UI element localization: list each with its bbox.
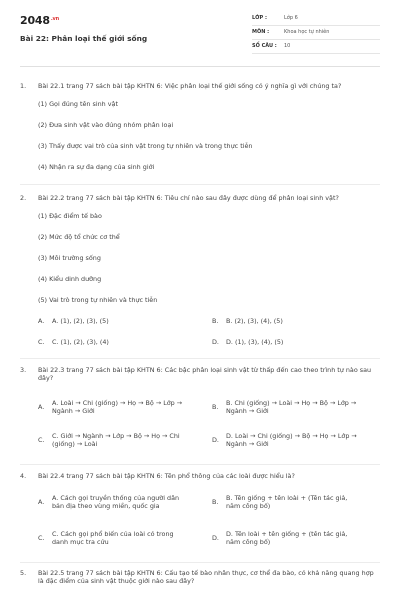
question-text: Bài 22.4 trang 77 sách bài tập KHTN 6: Tên phổ thông của các loài được hiểu là? — [38, 472, 295, 480]
question-text: Bài 22.5 trang 77 sách bài tập KHTN 6: Cấu tạo tế bào nhân thực, cơ thể đa bào, có khả năng quang hợp là đặc điểm của sinh vật thuộc giới nào sau đây? — [38, 569, 374, 585]
question-number: 3. — [20, 366, 27, 374]
answer-option-b[interactable]: B. B. Tên giống + tên loài + (Tên tác giả, năm công bố) — [212, 494, 348, 510]
question-2 — [20, 194, 380, 346]
answer-option-d[interactable]: D. D. (1), (3), (4), (5) — [212, 338, 284, 346]
statement-item: (1) Gọi đúng tên sinh vật — [38, 100, 118, 108]
question-number: 4. — [20, 472, 27, 480]
answer-option-d[interactable]: D. D. Loài → Chi (giống) → Bộ → Họ → Lớp → Ngành → Giới — [212, 432, 357, 448]
answer-option-b[interactable]: B. B. Chi (giống) → Loài → Họ → Bộ → Lớp → Ngành → Giới — [212, 399, 357, 415]
meta-key: LỚP : — [252, 15, 267, 22]
question-number: 1. — [20, 82, 27, 90]
meta-value: Khoa học tự nhiên — [284, 29, 330, 36]
logo-domain: .vn — [50, 16, 59, 22]
statement-item: (1) Đặc điểm tế bào — [38, 212, 102, 220]
answer-option-d[interactable]: D. D. Tên loài + tên giống + (tên tác giả, năm công bố) — [212, 530, 348, 546]
question-text: Bài 22.2 trang 77 sách bài tập KHTN 6: Tiêu chí nào sau đây được dùng để phân loại sinh vật? — [38, 194, 339, 202]
answer-option-b[interactable]: B. B. (2), (3), (4), (5) — [212, 317, 283, 325]
question-separator — [20, 358, 380, 359]
header-divider — [20, 66, 380, 67]
statement-item: (2) Mức độ tổ chức cơ thể — [38, 233, 120, 241]
question-1 — [20, 82, 380, 171]
lesson-title: Bài 22: Phân loại thế giới sống — [20, 34, 148, 43]
question-4 — [20, 472, 380, 546]
question-separator — [20, 562, 380, 563]
meta-value: 10 — [284, 43, 291, 50]
question-5 — [20, 569, 380, 585]
meta-value: Lớp 6 — [284, 15, 298, 22]
meta-key: MÔN : — [252, 29, 270, 36]
answer-option-c[interactable]: C. C. Cách gọi phổ biến của loài có trong danh mục tra cứu — [38, 530, 174, 546]
answer-option-a[interactable]: A. A. Cách gọi truyền thống của người dân bản địa theo vùng miền, quốc gia — [38, 494, 180, 510]
question-3 — [20, 366, 380, 448]
question-separator — [20, 184, 380, 185]
question-separator — [20, 464, 380, 465]
answer-option-a[interactable]: A. A. (1), (2), (3), (5) — [38, 317, 109, 325]
question-text: Bài 22.3 trang 77 sách bài tập KHTN 6: Các bậc phân loại sinh vật từ thấp đến cao theo trình tự nào sau đây? — [38, 366, 372, 382]
answer-option-c[interactable]: C. C. (1), (2), (3), (4) — [38, 338, 109, 346]
answer-option-a[interactable]: A. A. Loài → Chi (giống) → Họ → Bộ → Lớp → Ngành → Giới — [38, 399, 183, 415]
meta-key: SỐ CÂU : — [252, 43, 277, 50]
statement-item: (3) Thấy được vai trò của sinh vật trong tự nhiên và trong thực tiễn — [38, 142, 253, 150]
statement-item: (3) Môi trường sống — [38, 254, 101, 262]
worksheet-header — [0, 0, 400, 70]
meta-row-count — [252, 40, 380, 54]
site-logo[interactable]: $2048^{.vn}$ — [20, 14, 59, 27]
meta-row-subject — [252, 26, 380, 40]
statement-item: (4) Nhận ra sự đa dạng của sinh giới — [38, 163, 155, 171]
statement-item: (5) Vai trò trong tự nhiên và thực tiễn — [38, 296, 158, 304]
question-number: 2. — [20, 194, 27, 202]
question-number: 5. — [20, 569, 27, 577]
answer-option-c[interactable]: C. C. Giới → Ngành → Lớp → Bộ → Họ → Chi (giống) → Loài — [38, 432, 180, 448]
question-text: Bài 22.1 trang 77 sách bài tập KHTN 6: Việc phân loại thế giới sống có ý nghĩa gì với chúng ta? — [38, 82, 342, 90]
meta-table — [252, 12, 380, 54]
statement-item: (2) Đưa sinh vật vào đúng nhóm phân loại — [38, 121, 174, 129]
meta-row-class — [252, 12, 380, 26]
statement-item: (4) Kiểu dinh dưỡng — [38, 275, 102, 283]
